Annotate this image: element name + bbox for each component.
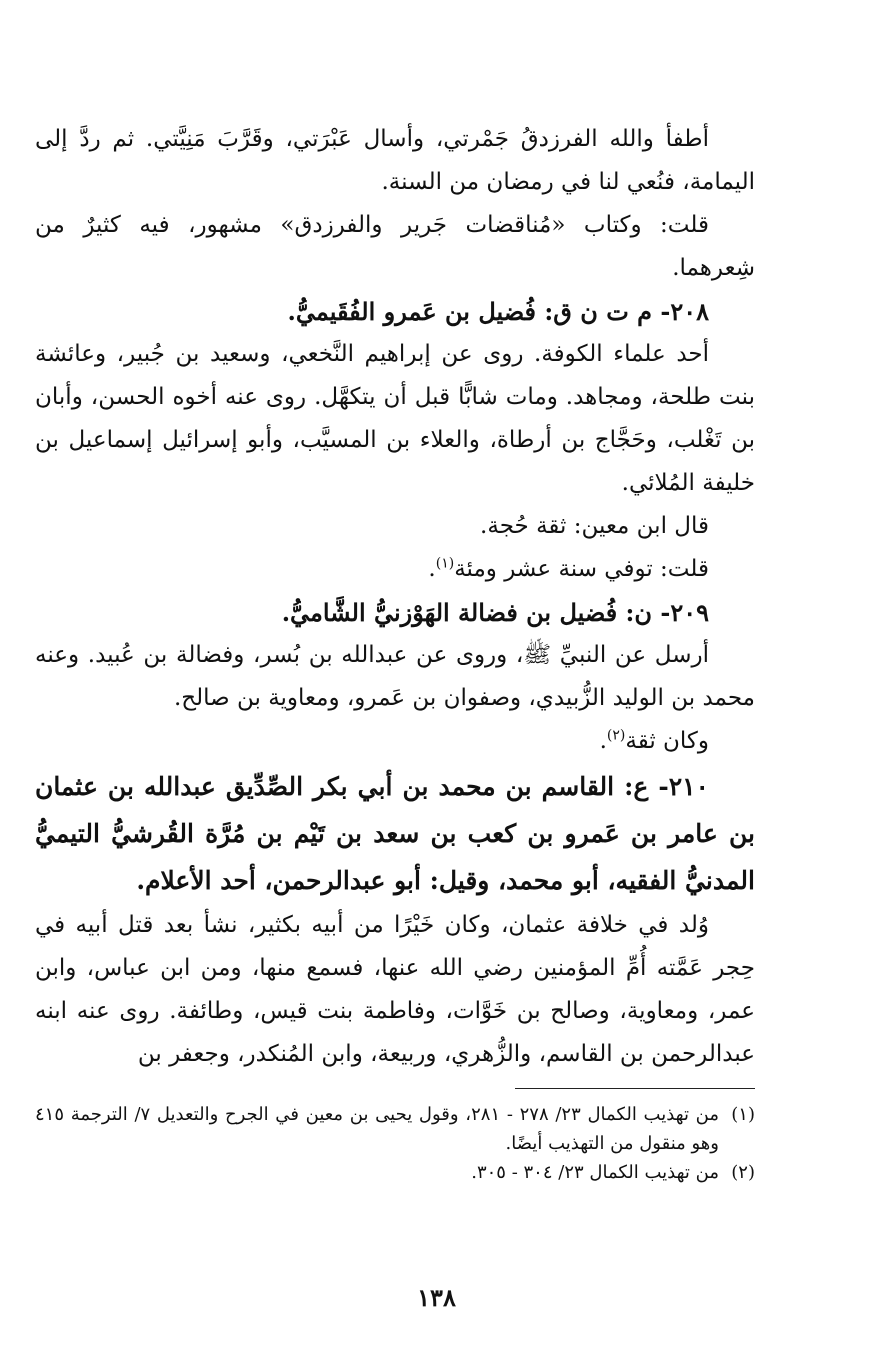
entry-209-heading: ٢٠٩- ن: فُضيل بن فضالة الهَوْزنيُّ الشَّاميُّ. bbox=[281, 598, 709, 627]
footnote-2-text: من تهذيب الكمال ٢٣/ ٣٠٤ - ٣٠٥. bbox=[471, 1162, 719, 1183]
entry-209-body: أرسل عن النبيِّ ﷺ، وروى عن عبدالله بن بُسر، وفضالة بن عُبيد. وعنه محمد بن الوليد الزُّبيدي، وصفوان بن عَمرو، ومعاوية بن صالح. bbox=[35, 642, 755, 711]
footnote-ref-1: (١) bbox=[435, 555, 455, 572]
entry-209-thiqa-text: وكان ثقة bbox=[625, 728, 709, 754]
footnote-ref-2: (٢) bbox=[606, 727, 626, 744]
paragraph-note: قلت: وكتاب «مُناقضات جَرير والفرزدق» مشهور، فيه كثيرٌ من شِعرهما. bbox=[35, 212, 755, 281]
page-number: ١٣٨ bbox=[417, 1283, 456, 1312]
footnote-divider bbox=[515, 1088, 755, 1089]
footnote-1-number: (١) bbox=[731, 1104, 755, 1125]
entry-208-death-end: . bbox=[428, 556, 436, 582]
entry-210-body: وُلد في خلافة عثمان، وكان خَيْرًا من أبيه بكثير، نشأ بعد قتل أبيه في حِجر عَمَّته أُمِّ المؤمنين رضي الله عنها، فسمع منها، ومن ابن عباس، وابن عمر، ومعاوية، وصالح بن خَوَّات، وفاطمة بنت قيس، وطائفة. روى عنه ابنه عبدالرحمن بن القاسم، والزُّهري، وربيعة، وابن المُنكدر، وجعفر بن bbox=[35, 912, 755, 1067]
paragraph-intro: أطفأ والله الفرزدقُ جَمْرتي، وأسال عَبْرَتي، وقَرَّبَ مَنِيَّتي. ثم ردَّ إلى اليمامة، فنُعي لنا في رمضان من السنة. bbox=[35, 126, 755, 195]
footnote-2 bbox=[35, 1158, 755, 1187]
entry-208-body: أحد علماء الكوفة. روى عن إبراهيم النَّخعي، وسعيد بن جُبير، وعائشة بنت طلحة، ومجاهد. ومات شابًّا قبل أن يتكهَّل. روى عنه أخوه الحسن، وأبان بن تَغْلب، وحَجَّاج بن أرطاة، والعلاء بن المسيَّب، وأبو إسرائيل إسماعيل بن خليفة المُلائي. bbox=[35, 341, 755, 496]
entry-208-heading: ٢٠٨- م ت ن ق: فُضيل بن عَمرو الفُقَيميُّ. bbox=[287, 297, 709, 326]
footnote-1-text: من تهذيب الكمال ٢٣/ ٢٧٨ - ٢٨١، وقول يحيى بن معين في الجرح والتعديل ٧/ الترجمة ٤١٥ وهو منقول من التهذيب أيضًا. bbox=[35, 1104, 720, 1154]
entry-210-heading: ٢١٠- ع: القاسم بن محمد بن أبي بكر الصِّدِّيق عبدالله بن عثمان بن عامر بن عَمرو بن كعب بن سعد بن تَيْم بن مُرَّة القُرشيُّ التيميُّ المدنيُّ الفقيه، أبو محمد، وقيل: أبو عبدالرحمن، أحد الأعلام. bbox=[35, 772, 755, 895]
entry-208-ibn-maeen: قال ابن معين: ثقة حُجة. bbox=[480, 513, 709, 539]
entry-209-thiqa-end: . bbox=[599, 728, 607, 754]
entry-208-death-text: قلت: توفي سنة عشر ومئة bbox=[454, 556, 709, 582]
footnote-2-number: (٢) bbox=[731, 1162, 755, 1183]
page-body bbox=[35, 118, 755, 1076]
entry-209-thiqa bbox=[35, 720, 755, 763]
footnotes bbox=[35, 1100, 755, 1187]
entry-208-death-note bbox=[35, 548, 755, 591]
footnote-1 bbox=[35, 1100, 755, 1158]
